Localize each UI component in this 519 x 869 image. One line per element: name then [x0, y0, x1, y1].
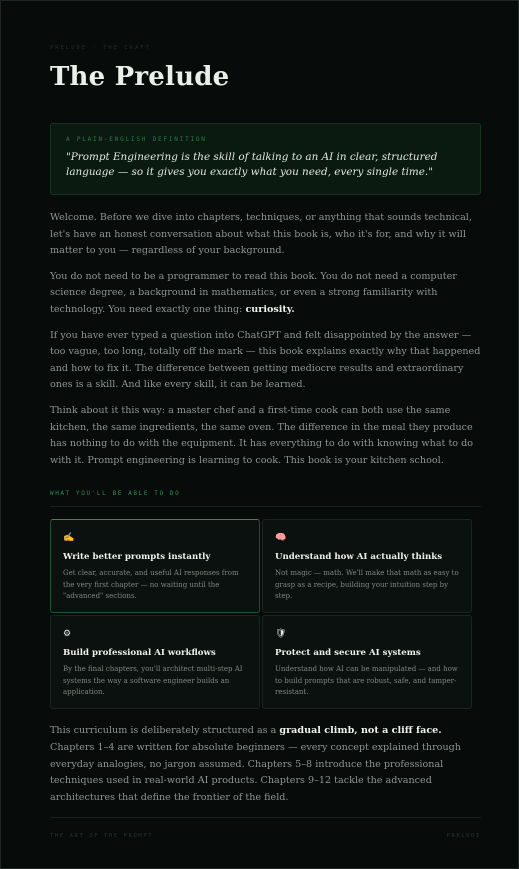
intro-paragraph-2 [50, 269, 481, 319]
curiosity-emphasis: curiosity. [245, 303, 295, 315]
intro-paragraph-1: Welcome. Before we dive into chapters, techniques, or anything that sounds technical, let's have an honest conversation about what this book is, who it's for, and why it will matter to you — regardless of your background. [50, 212, 472, 257]
outcomes-section [50, 490, 481, 507]
outcome-card-write-prompts [50, 519, 260, 613]
outcome-card-title: Protect and secure AI systems [275, 648, 421, 659]
intro-paragraph-3: If you have ever typed a question into ChatGPT and felt disappointed by the answer — too vague, too long, totally off the mark — this book explains exactly why that happened and how to fix it. The difference between getting mediocre results and extraordinary ones is a skill. And like every skill, it can be learned. [50, 329, 481, 391]
outcome-card-desc: Understand how AI can be manipulated — and how to build prompts that are robust, safe, and tamper-resistant. [275, 665, 458, 696]
outcome-card-understand-ai [262, 519, 472, 613]
outcome-card-protect-systems [262, 615, 472, 709]
writing-hand-icon: ✍ [63, 533, 75, 544]
chapter-eyebrow: PRELUDE · THE CRAFT [50, 45, 151, 51]
intro-paragraph-2-text: You do not need to be a programmer to read this book. You do not need a computer science degree, a background in mathematics, or even a strong familiarity with technology. You need exactly one thing: [50, 270, 457, 315]
footer-divider [50, 817, 481, 818]
outcomes-divider [50, 506, 481, 507]
outcome-card-desc: Not magic — math. We'll make that math as easy to grasp as a recipe, building your intuition step by step. [275, 569, 459, 600]
definition-quote: "Prompt Engineering is the skill of talking to an AI in clear, structured language — so it gives you exactly what you need, every single time." [66, 151, 438, 178]
footer-book-title: THE ART OF THE PROMPT [50, 833, 154, 840]
definition-callout [50, 123, 481, 195]
gradual-climb-emphasis: gradual climb, not a cliff face. [279, 725, 442, 737]
footer-section-name: PRELUDE [446, 833, 481, 840]
shield-icon: 🛡 [275, 629, 287, 640]
curriculum-text-before: This curriculum is deliberately structured as a [50, 725, 280, 737]
curriculum-text-after: Chapters 1–4 are written for absolute beginners — every concept explained through everyday analogies, no jargon assumed. Chapters 5–8 introduce the professional techniques used in real-world AI products. Chapters 9–12 tackle the advanced architectures that define the frontier of the field. [50, 741, 461, 803]
outcome-card-title: Understand how AI actually thinks [275, 552, 443, 563]
prelude-page [50, 44, 481, 840]
brain-icon: 🧠 [275, 533, 287, 544]
definition-label: A PLAIN-ENGLISH DEFINITION [66, 136, 207, 143]
intro-paragraph-4: Think about it this way: a master chef and a first-time cook can both use the same kitchen, the same ingredients, the same oven. The difference in the meal they produce has nothing to do with the equipment. It has everything to do with knowing what to do with it. Prompt engineering is learning to cook. This book is your kitchen school. [50, 404, 474, 466]
outcome-cards-grid [50, 519, 473, 709]
outcome-card-desc: Get clear, accurate, and useful AI responses from the very first chapter — no waiting until the "advanced" sections. [63, 569, 239, 600]
outcome-card-title: Build professional AI workflows [63, 648, 216, 659]
outcome-card-title: Write better prompts instantly [63, 552, 211, 563]
outcome-card-desc: By the final chapters, you'll architect multi-step AI systems the way a software engineer builds an application. [63, 665, 243, 696]
curriculum-paragraph [50, 723, 481, 806]
page-title: The Prelude [50, 62, 230, 92]
page-footer [50, 832, 481, 840]
gear-icon: ⚙ [63, 629, 72, 640]
outcomes-label: WHAT YOU'LL BE ABLE TO DO [50, 490, 181, 498]
outcome-card-build-workflows [50, 615, 260, 709]
